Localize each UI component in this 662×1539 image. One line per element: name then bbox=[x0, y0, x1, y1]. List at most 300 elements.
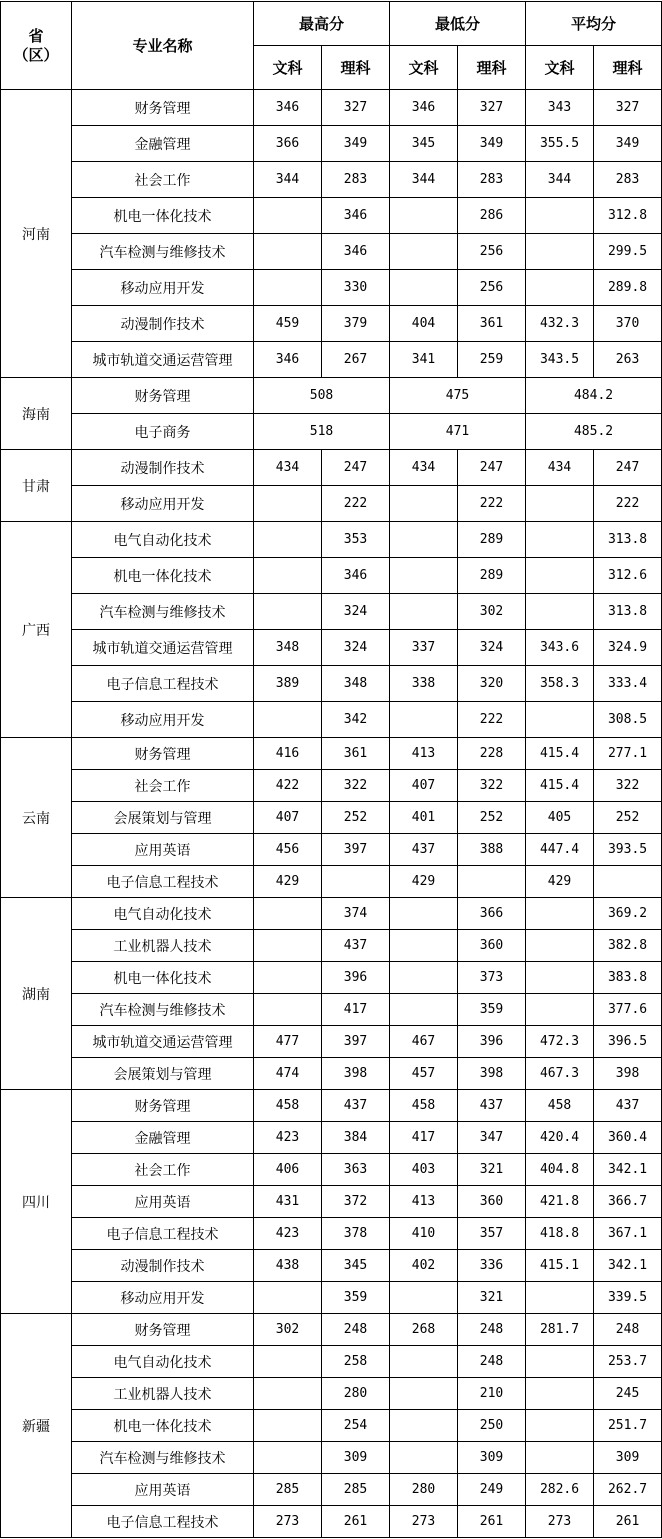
score-cell: 343 bbox=[526, 90, 594, 126]
score-cell: 339.5 bbox=[594, 1282, 662, 1314]
score-cell: 355.5 bbox=[526, 126, 594, 162]
score-cell: 285 bbox=[254, 1474, 322, 1506]
score-cell: 309 bbox=[322, 1442, 390, 1474]
score-cell: 346 bbox=[322, 234, 390, 270]
major-cell: 城市轨道交通运营管理 bbox=[72, 1026, 254, 1058]
major-cell: 动漫制作技术 bbox=[72, 450, 254, 486]
score-cell: 321 bbox=[458, 1282, 526, 1314]
major-cell: 应用英语 bbox=[72, 1474, 254, 1506]
score-cell: 467.3 bbox=[526, 1058, 594, 1090]
score-cell bbox=[390, 1378, 458, 1410]
major-cell: 机电一体化技术 bbox=[72, 198, 254, 234]
max-li-header: 理科 bbox=[322, 46, 390, 90]
score-cell: 370 bbox=[594, 306, 662, 342]
score-cell: 308.5 bbox=[594, 702, 662, 738]
major-cell: 移动应用开发 bbox=[72, 486, 254, 522]
score-cell: 379 bbox=[322, 306, 390, 342]
score-cell: 472.3 bbox=[526, 1026, 594, 1058]
score-cell: 360.4 bbox=[594, 1122, 662, 1154]
province-cell: 云南 bbox=[1, 738, 72, 898]
min-li-header: 理科 bbox=[458, 46, 526, 90]
score-cell bbox=[526, 270, 594, 306]
score-cell bbox=[254, 558, 322, 594]
score-cell bbox=[254, 270, 322, 306]
score-cell: 344 bbox=[254, 162, 322, 198]
score-cell: 309 bbox=[458, 1442, 526, 1474]
score-cell bbox=[390, 1346, 458, 1378]
major-cell: 汽车检测与维修技术 bbox=[72, 1442, 254, 1474]
table-row bbox=[1, 558, 662, 594]
province-cell: 湖南 bbox=[1, 898, 72, 1090]
table-row bbox=[1, 1186, 662, 1218]
score-cell: 457 bbox=[390, 1058, 458, 1090]
score-cell: 420.4 bbox=[526, 1122, 594, 1154]
major-cell: 财务管理 bbox=[72, 90, 254, 126]
major-cell: 汽车检测与维修技术 bbox=[72, 994, 254, 1026]
table-row bbox=[1, 962, 662, 994]
score-cell: 327 bbox=[594, 90, 662, 126]
score-cell: 437 bbox=[322, 930, 390, 962]
score-cell: 393.5 bbox=[594, 834, 662, 866]
score-cell: 416 bbox=[254, 738, 322, 770]
score-cell: 434 bbox=[390, 450, 458, 486]
score-cell: 324 bbox=[458, 630, 526, 666]
score-cell: 437 bbox=[594, 1090, 662, 1122]
score-cell: 320 bbox=[458, 666, 526, 702]
score-cell: 405 bbox=[526, 802, 594, 834]
score-cell bbox=[526, 198, 594, 234]
major-cell: 机电一体化技术 bbox=[72, 1410, 254, 1442]
score-cell: 343.5 bbox=[526, 342, 594, 378]
table-row bbox=[1, 1218, 662, 1250]
score-cell: 484.2 bbox=[526, 378, 662, 414]
major-cell: 金融管理 bbox=[72, 1122, 254, 1154]
major-cell: 动漫制作技术 bbox=[72, 1250, 254, 1282]
score-cell: 222 bbox=[594, 486, 662, 522]
score-cell: 253.7 bbox=[594, 1346, 662, 1378]
score-cell bbox=[390, 270, 458, 306]
score-cell: 429 bbox=[390, 866, 458, 898]
score-cell: 467 bbox=[390, 1026, 458, 1058]
max-score-header: 最高分 bbox=[254, 2, 390, 46]
score-cell: 245 bbox=[594, 1378, 662, 1410]
score-cell: 378 bbox=[322, 1218, 390, 1250]
major-cell: 机电一体化技术 bbox=[72, 558, 254, 594]
score-cell: 366 bbox=[458, 898, 526, 930]
score-cell: 286 bbox=[458, 198, 526, 234]
score-cell: 403 bbox=[390, 1154, 458, 1186]
score-cell: 346 bbox=[254, 90, 322, 126]
table-row bbox=[1, 1442, 662, 1474]
score-cell: 322 bbox=[322, 770, 390, 802]
score-cell: 346 bbox=[390, 90, 458, 126]
score-cell: 283 bbox=[458, 162, 526, 198]
province-header: 省 （区） bbox=[1, 2, 72, 90]
score-cell: 283 bbox=[322, 162, 390, 198]
province-cell: 甘肃 bbox=[1, 450, 72, 522]
score-cell: 348 bbox=[254, 630, 322, 666]
table-row bbox=[1, 1346, 662, 1378]
score-cell: 344 bbox=[526, 162, 594, 198]
table-row bbox=[1, 702, 662, 738]
score-cell: 324 bbox=[322, 630, 390, 666]
table-row bbox=[1, 450, 662, 486]
score-cell: 248 bbox=[322, 1314, 390, 1346]
score-cell: 398 bbox=[458, 1058, 526, 1090]
score-cell: 289.8 bbox=[594, 270, 662, 306]
major-cell: 工业机器人技术 bbox=[72, 1378, 254, 1410]
score-cell: 256 bbox=[458, 234, 526, 270]
major-cell: 电子信息工程技术 bbox=[72, 1506, 254, 1538]
table-row bbox=[1, 630, 662, 666]
score-cell: 302 bbox=[458, 594, 526, 630]
table-row bbox=[1, 1090, 662, 1122]
major-cell: 金融管理 bbox=[72, 126, 254, 162]
major-cell: 财务管理 bbox=[72, 1314, 254, 1346]
score-cell: 342.1 bbox=[594, 1154, 662, 1186]
score-cell: 367.1 bbox=[594, 1218, 662, 1250]
score-cell: 384 bbox=[322, 1122, 390, 1154]
table-row bbox=[1, 1314, 662, 1346]
score-cell bbox=[254, 1346, 322, 1378]
score-cell: 258 bbox=[322, 1346, 390, 1378]
avg-wen-header: 文科 bbox=[526, 46, 594, 90]
score-cell: 333.4 bbox=[594, 666, 662, 702]
major-cell: 移动应用开发 bbox=[72, 702, 254, 738]
table-row bbox=[1, 198, 662, 234]
score-cell bbox=[390, 962, 458, 994]
score-cell: 280 bbox=[390, 1474, 458, 1506]
score-cell: 363 bbox=[322, 1154, 390, 1186]
score-cell bbox=[526, 1442, 594, 1474]
major-cell: 社会工作 bbox=[72, 1154, 254, 1186]
score-cell: 382.8 bbox=[594, 930, 662, 962]
table-row bbox=[1, 1474, 662, 1506]
score-cell bbox=[254, 702, 322, 738]
score-cell: 267 bbox=[322, 342, 390, 378]
score-cell: 388 bbox=[458, 834, 526, 866]
score-cell: 407 bbox=[390, 770, 458, 802]
score-cell: 396.5 bbox=[594, 1026, 662, 1058]
score-cell: 422 bbox=[254, 770, 322, 802]
score-cell: 402 bbox=[390, 1250, 458, 1282]
score-cell: 289 bbox=[458, 558, 526, 594]
score-cell bbox=[526, 558, 594, 594]
score-cell: 456 bbox=[254, 834, 322, 866]
score-cell bbox=[254, 198, 322, 234]
score-cell: 327 bbox=[322, 90, 390, 126]
table-row bbox=[1, 1506, 662, 1538]
score-cell bbox=[526, 930, 594, 962]
score-cell: 263 bbox=[594, 342, 662, 378]
major-cell: 汽车检测与维修技术 bbox=[72, 594, 254, 630]
score-cell: 262.7 bbox=[594, 1474, 662, 1506]
score-cell bbox=[390, 1442, 458, 1474]
score-cell: 398 bbox=[594, 1058, 662, 1090]
score-cell bbox=[526, 522, 594, 558]
score-cell: 429 bbox=[526, 866, 594, 898]
score-cell bbox=[526, 962, 594, 994]
score-cell bbox=[254, 1282, 322, 1314]
score-cell: 337 bbox=[390, 630, 458, 666]
table-row bbox=[1, 378, 662, 414]
score-cell: 361 bbox=[322, 738, 390, 770]
major-cell: 电子信息工程技术 bbox=[72, 1218, 254, 1250]
score-cell: 313.8 bbox=[594, 522, 662, 558]
major-cell: 汽车检测与维修技术 bbox=[72, 234, 254, 270]
province-cell: 河南 bbox=[1, 90, 72, 378]
score-cell: 366.7 bbox=[594, 1186, 662, 1218]
table-row bbox=[1, 234, 662, 270]
score-cell bbox=[254, 898, 322, 930]
score-cell: 312.6 bbox=[594, 558, 662, 594]
score-cell: 309 bbox=[594, 1442, 662, 1474]
table-row bbox=[1, 898, 662, 930]
score-cell: 261 bbox=[594, 1506, 662, 1538]
score-cell: 302 bbox=[254, 1314, 322, 1346]
score-cell bbox=[594, 866, 662, 898]
major-cell: 财务管理 bbox=[72, 738, 254, 770]
score-cell: 341 bbox=[390, 342, 458, 378]
score-cell bbox=[390, 234, 458, 270]
score-cell: 360 bbox=[458, 1186, 526, 1218]
score-cell bbox=[390, 930, 458, 962]
table-row bbox=[1, 1378, 662, 1410]
score-cell: 344 bbox=[390, 162, 458, 198]
score-cell: 471 bbox=[390, 414, 526, 450]
score-cell: 429 bbox=[254, 866, 322, 898]
score-cell: 252 bbox=[458, 802, 526, 834]
score-cell bbox=[526, 234, 594, 270]
table-row bbox=[1, 126, 662, 162]
table-row bbox=[1, 738, 662, 770]
major-cell: 城市轨道交通运营管理 bbox=[72, 630, 254, 666]
score-cell bbox=[526, 702, 594, 738]
score-cell: 289 bbox=[458, 522, 526, 558]
score-cell: 434 bbox=[526, 450, 594, 486]
score-cell bbox=[526, 1282, 594, 1314]
score-cell: 437 bbox=[322, 1090, 390, 1122]
score-cell: 248 bbox=[458, 1346, 526, 1378]
table-row bbox=[1, 1250, 662, 1282]
score-cell: 321 bbox=[458, 1154, 526, 1186]
score-cell bbox=[526, 898, 594, 930]
score-cell: 417 bbox=[322, 994, 390, 1026]
score-cell: 518 bbox=[254, 414, 390, 450]
score-cell bbox=[254, 1410, 322, 1442]
score-cell: 373 bbox=[458, 962, 526, 994]
table-row bbox=[1, 162, 662, 198]
score-cell: 346 bbox=[322, 558, 390, 594]
score-cell bbox=[458, 866, 526, 898]
score-cell: 432.3 bbox=[526, 306, 594, 342]
table-row bbox=[1, 1282, 662, 1314]
major-cell: 电子信息工程技术 bbox=[72, 666, 254, 702]
score-cell: 348 bbox=[322, 666, 390, 702]
table-row bbox=[1, 666, 662, 702]
table-row bbox=[1, 486, 662, 522]
score-cell: 312.8 bbox=[594, 198, 662, 234]
table-header bbox=[1, 2, 662, 90]
score-cell bbox=[254, 962, 322, 994]
score-cell: 299.5 bbox=[594, 234, 662, 270]
major-cell: 社会工作 bbox=[72, 770, 254, 802]
score-cell: 447.4 bbox=[526, 834, 594, 866]
table-row bbox=[1, 90, 662, 126]
score-cell: 377.6 bbox=[594, 994, 662, 1026]
score-cell: 397 bbox=[322, 1026, 390, 1058]
score-cell: 342.1 bbox=[594, 1250, 662, 1282]
score-cell: 346 bbox=[322, 198, 390, 234]
score-cell bbox=[526, 1378, 594, 1410]
major-cell: 会展策划与管理 bbox=[72, 1058, 254, 1090]
score-cell: 438 bbox=[254, 1250, 322, 1282]
table-row bbox=[1, 1122, 662, 1154]
score-cell: 330 bbox=[322, 270, 390, 306]
table-row bbox=[1, 994, 662, 1026]
score-cell: 222 bbox=[458, 702, 526, 738]
score-cell: 407 bbox=[254, 802, 322, 834]
score-cell bbox=[254, 594, 322, 630]
score-cell: 222 bbox=[322, 486, 390, 522]
score-cell: 477 bbox=[254, 1026, 322, 1058]
score-cell: 360 bbox=[458, 930, 526, 962]
score-cell: 372 bbox=[322, 1186, 390, 1218]
score-cell bbox=[526, 994, 594, 1026]
score-cell: 485.2 bbox=[526, 414, 662, 450]
table-row bbox=[1, 594, 662, 630]
score-cell bbox=[390, 558, 458, 594]
score-cell: 282.6 bbox=[526, 1474, 594, 1506]
score-cell: 418.8 bbox=[526, 1218, 594, 1250]
table-row bbox=[1, 1026, 662, 1058]
score-cell: 423 bbox=[254, 1218, 322, 1250]
major-cell: 应用英语 bbox=[72, 1186, 254, 1218]
score-cell: 250 bbox=[458, 1410, 526, 1442]
avg-li-header: 理科 bbox=[594, 46, 662, 90]
table-row bbox=[1, 1410, 662, 1442]
major-cell: 电子信息工程技术 bbox=[72, 866, 254, 898]
table-row bbox=[1, 834, 662, 866]
score-cell: 475 bbox=[390, 378, 526, 414]
score-cell bbox=[254, 994, 322, 1026]
score-cell: 369.2 bbox=[594, 898, 662, 930]
table-row bbox=[1, 930, 662, 962]
score-cell: 357 bbox=[458, 1218, 526, 1250]
max-wen-header: 文科 bbox=[254, 46, 322, 90]
major-cell: 财务管理 bbox=[72, 378, 254, 414]
score-cell bbox=[390, 1410, 458, 1442]
score-cell: 324.9 bbox=[594, 630, 662, 666]
table-row bbox=[1, 1154, 662, 1186]
score-cell: 413 bbox=[390, 738, 458, 770]
score-cell: 345 bbox=[390, 126, 458, 162]
score-cell: 374 bbox=[322, 898, 390, 930]
score-cell: 413 bbox=[390, 1186, 458, 1218]
score-cell: 256 bbox=[458, 270, 526, 306]
score-cell: 322 bbox=[458, 770, 526, 802]
score-cell bbox=[254, 1378, 322, 1410]
major-cell: 电子商务 bbox=[72, 414, 254, 450]
score-cell: 252 bbox=[322, 802, 390, 834]
score-cell: 247 bbox=[594, 450, 662, 486]
score-cell bbox=[390, 486, 458, 522]
score-cell: 458 bbox=[526, 1090, 594, 1122]
min-wen-header: 文科 bbox=[390, 46, 458, 90]
major-cell: 工业机器人技术 bbox=[72, 930, 254, 962]
score-cell bbox=[526, 1410, 594, 1442]
province-cell: 广西 bbox=[1, 522, 72, 738]
table-row bbox=[1, 866, 662, 898]
score-cell: 434 bbox=[254, 450, 322, 486]
table-row bbox=[1, 414, 662, 450]
table-row bbox=[1, 802, 662, 834]
score-cell: 247 bbox=[458, 450, 526, 486]
score-cell: 358.3 bbox=[526, 666, 594, 702]
score-cell: 254 bbox=[322, 1410, 390, 1442]
score-cell bbox=[390, 898, 458, 930]
score-cell: 359 bbox=[458, 994, 526, 1026]
table-row bbox=[1, 522, 662, 558]
score-cell: 437 bbox=[390, 834, 458, 866]
score-cell: 268 bbox=[390, 1314, 458, 1346]
avg-score-header: 平均分 bbox=[526, 2, 662, 46]
score-table bbox=[0, 1, 662, 1538]
province-cell: 四川 bbox=[1, 1090, 72, 1314]
score-cell: 273 bbox=[254, 1506, 322, 1538]
score-cell bbox=[526, 486, 594, 522]
score-cell bbox=[322, 866, 390, 898]
score-cell: 431 bbox=[254, 1186, 322, 1218]
major-cell: 财务管理 bbox=[72, 1090, 254, 1122]
major-cell: 电气自动化技术 bbox=[72, 898, 254, 930]
score-cell: 415.4 bbox=[526, 770, 594, 802]
score-cell bbox=[526, 594, 594, 630]
score-cell bbox=[254, 522, 322, 558]
score-cell bbox=[390, 522, 458, 558]
score-cell: 458 bbox=[254, 1090, 322, 1122]
score-cell: 410 bbox=[390, 1218, 458, 1250]
score-cell: 322 bbox=[594, 770, 662, 802]
score-cell: 261 bbox=[322, 1506, 390, 1538]
score-cell: 361 bbox=[458, 306, 526, 342]
score-cell: 415.4 bbox=[526, 738, 594, 770]
score-cell: 396 bbox=[458, 1026, 526, 1058]
score-cell: 349 bbox=[322, 126, 390, 162]
score-cell: 396 bbox=[322, 962, 390, 994]
score-cell: 285 bbox=[322, 1474, 390, 1506]
score-cell bbox=[390, 994, 458, 1026]
score-cell: 342 bbox=[322, 702, 390, 738]
major-cell: 电气自动化技术 bbox=[72, 1346, 254, 1378]
province-cell: 海南 bbox=[1, 378, 72, 450]
score-cell: 389 bbox=[254, 666, 322, 702]
score-cell: 347 bbox=[458, 1122, 526, 1154]
major-header: 专业名称 bbox=[72, 2, 254, 90]
score-cell: 252 bbox=[594, 802, 662, 834]
score-cell: 398 bbox=[322, 1058, 390, 1090]
score-cell: 458 bbox=[390, 1090, 458, 1122]
score-cell: 417 bbox=[390, 1122, 458, 1154]
score-cell: 421.8 bbox=[526, 1186, 594, 1218]
score-cell: 406 bbox=[254, 1154, 322, 1186]
major-cell: 机电一体化技术 bbox=[72, 962, 254, 994]
score-cell: 273 bbox=[526, 1506, 594, 1538]
score-cell: 259 bbox=[458, 342, 526, 378]
score-cell: 313.8 bbox=[594, 594, 662, 630]
score-cell: 228 bbox=[458, 738, 526, 770]
major-cell: 电气自动化技术 bbox=[72, 522, 254, 558]
